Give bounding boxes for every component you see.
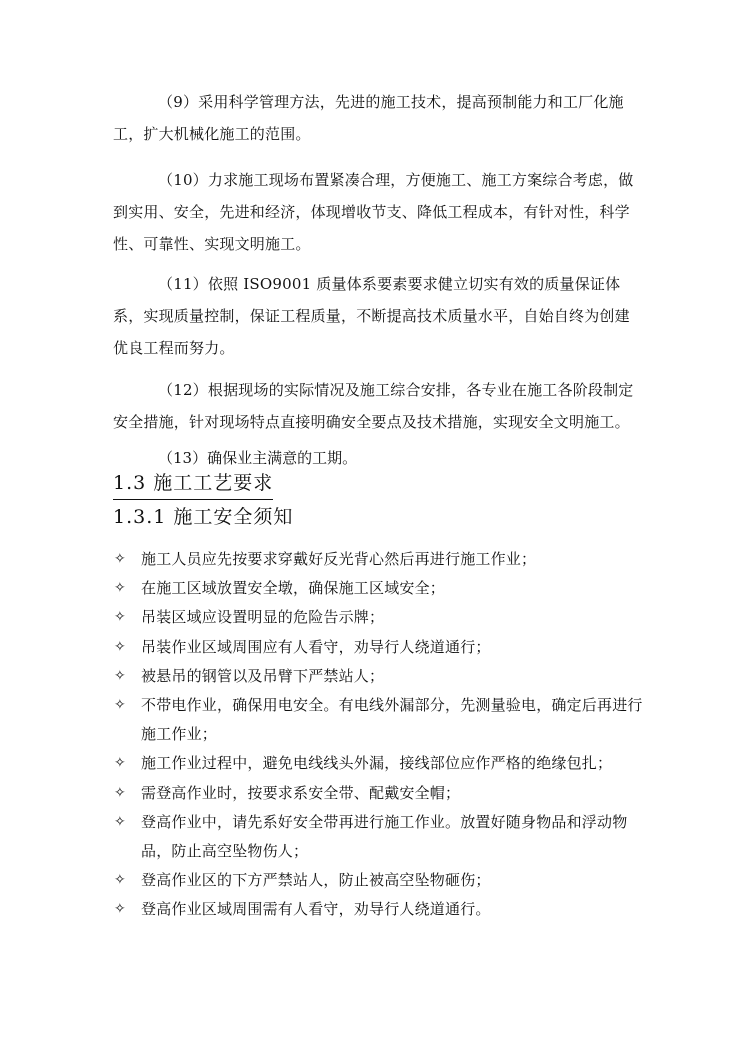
list-item	[113, 779, 643, 808]
paragraph-12: （12）根据现场的实际情况及施工综合安排，各专业在施工各阶段制定安全措施，针对现场特点直接明确安全要点及技术措施，实现安全文明施工。	[113, 381, 634, 431]
diamond-star-icon: ✧	[114, 755, 126, 772]
diamond-star-icon: ✧	[114, 784, 126, 801]
paragraph-13: （13）确保业主满意的工期。	[158, 449, 358, 467]
safety-bullet-list	[113, 545, 643, 925]
diamond-star-icon: ✧	[114, 901, 126, 918]
section-heading: 1.3 施工工艺要求	[113, 468, 273, 500]
diamond-star-icon: ✧	[114, 551, 126, 567]
paragraph-10: （10）力求施工现场布置紧凑合理，方便施工、施工方案综合考虑，做到实用、安全，先进和经济，体现增收节支、降低工程成本，有针对性，科学性、可靠性、实现文明施工。	[113, 171, 634, 253]
list-item	[113, 895, 643, 924]
diamond-star-icon: ✧	[114, 697, 126, 714]
list-item-text: 吊装作业区域周围应有人看守，劝导行人绕道通行；	[141, 637, 491, 656]
list-item-text: 吊装区域应设置明显的危险告示牌；	[141, 608, 385, 627]
subsection-heading: 1.3.1 施工安全须知	[113, 506, 294, 528]
list-item-text: 需登高作业时，按要求系安全带、配戴安全帽；	[141, 783, 461, 802]
list-item-text: 施工人员应先按要求穿戴好反光背心然后再进行施工作业；	[141, 550, 537, 568]
list-item	[113, 545, 643, 574]
list-item-text: 被悬吊的钢管以及吊臂下严禁站人；	[141, 666, 385, 685]
list-item	[113, 691, 643, 749]
list-item	[113, 662, 643, 691]
list-item-text: 施工作业过程中，避免电线线头外漏，接线部位应作严格的绝缘包扎；	[141, 754, 613, 773]
diamond-star-icon: ✧	[114, 638, 126, 655]
diamond-star-icon: ✧	[114, 667, 126, 684]
list-item	[113, 808, 643, 866]
diamond-star-icon: ✧	[114, 813, 126, 830]
list-item-text: 登高作业区域周围需有人看守，劝导行人绕道通行。	[141, 900, 491, 919]
list-item	[113, 633, 643, 662]
diamond-star-icon: ✧	[114, 609, 126, 626]
list-item-text: 登高作业中，请先系好安全带再进行施工作业。放置好随身物品和浮动物品，防止高空坠物伤人；	[141, 812, 628, 861]
paragraph-11: （11）依照 ISO9001 质量体系要素要求健立切实有效的质量保证体系，实现质量控制，保证工程质量，不断提高技术质量水平，自始自终为创建优良工程而努力。	[113, 275, 630, 357]
list-item-text: 在施工区域放置安全墩，确保施工区域安全；	[141, 579, 446, 598]
paragraph-9: （9）采用科学管理方法，先进的施工技术，提高预制能力和工厂化施工，扩大机械化施工的范围。	[113, 93, 624, 143]
list-item-text: 不带电作业，确保用电安全。有电线外漏部分，先测量验电，确定后再进行施工作业；	[141, 696, 643, 744]
list-item	[113, 574, 643, 603]
list-item	[113, 603, 643, 632]
list-item-text: 登高作业区的下方严禁站人，防止被高空坠物砸伤；	[141, 871, 491, 890]
diamond-star-icon: ✧	[114, 872, 126, 889]
list-item	[113, 866, 643, 895]
list-item	[113, 749, 643, 778]
diamond-star-icon: ✧	[114, 580, 126, 597]
